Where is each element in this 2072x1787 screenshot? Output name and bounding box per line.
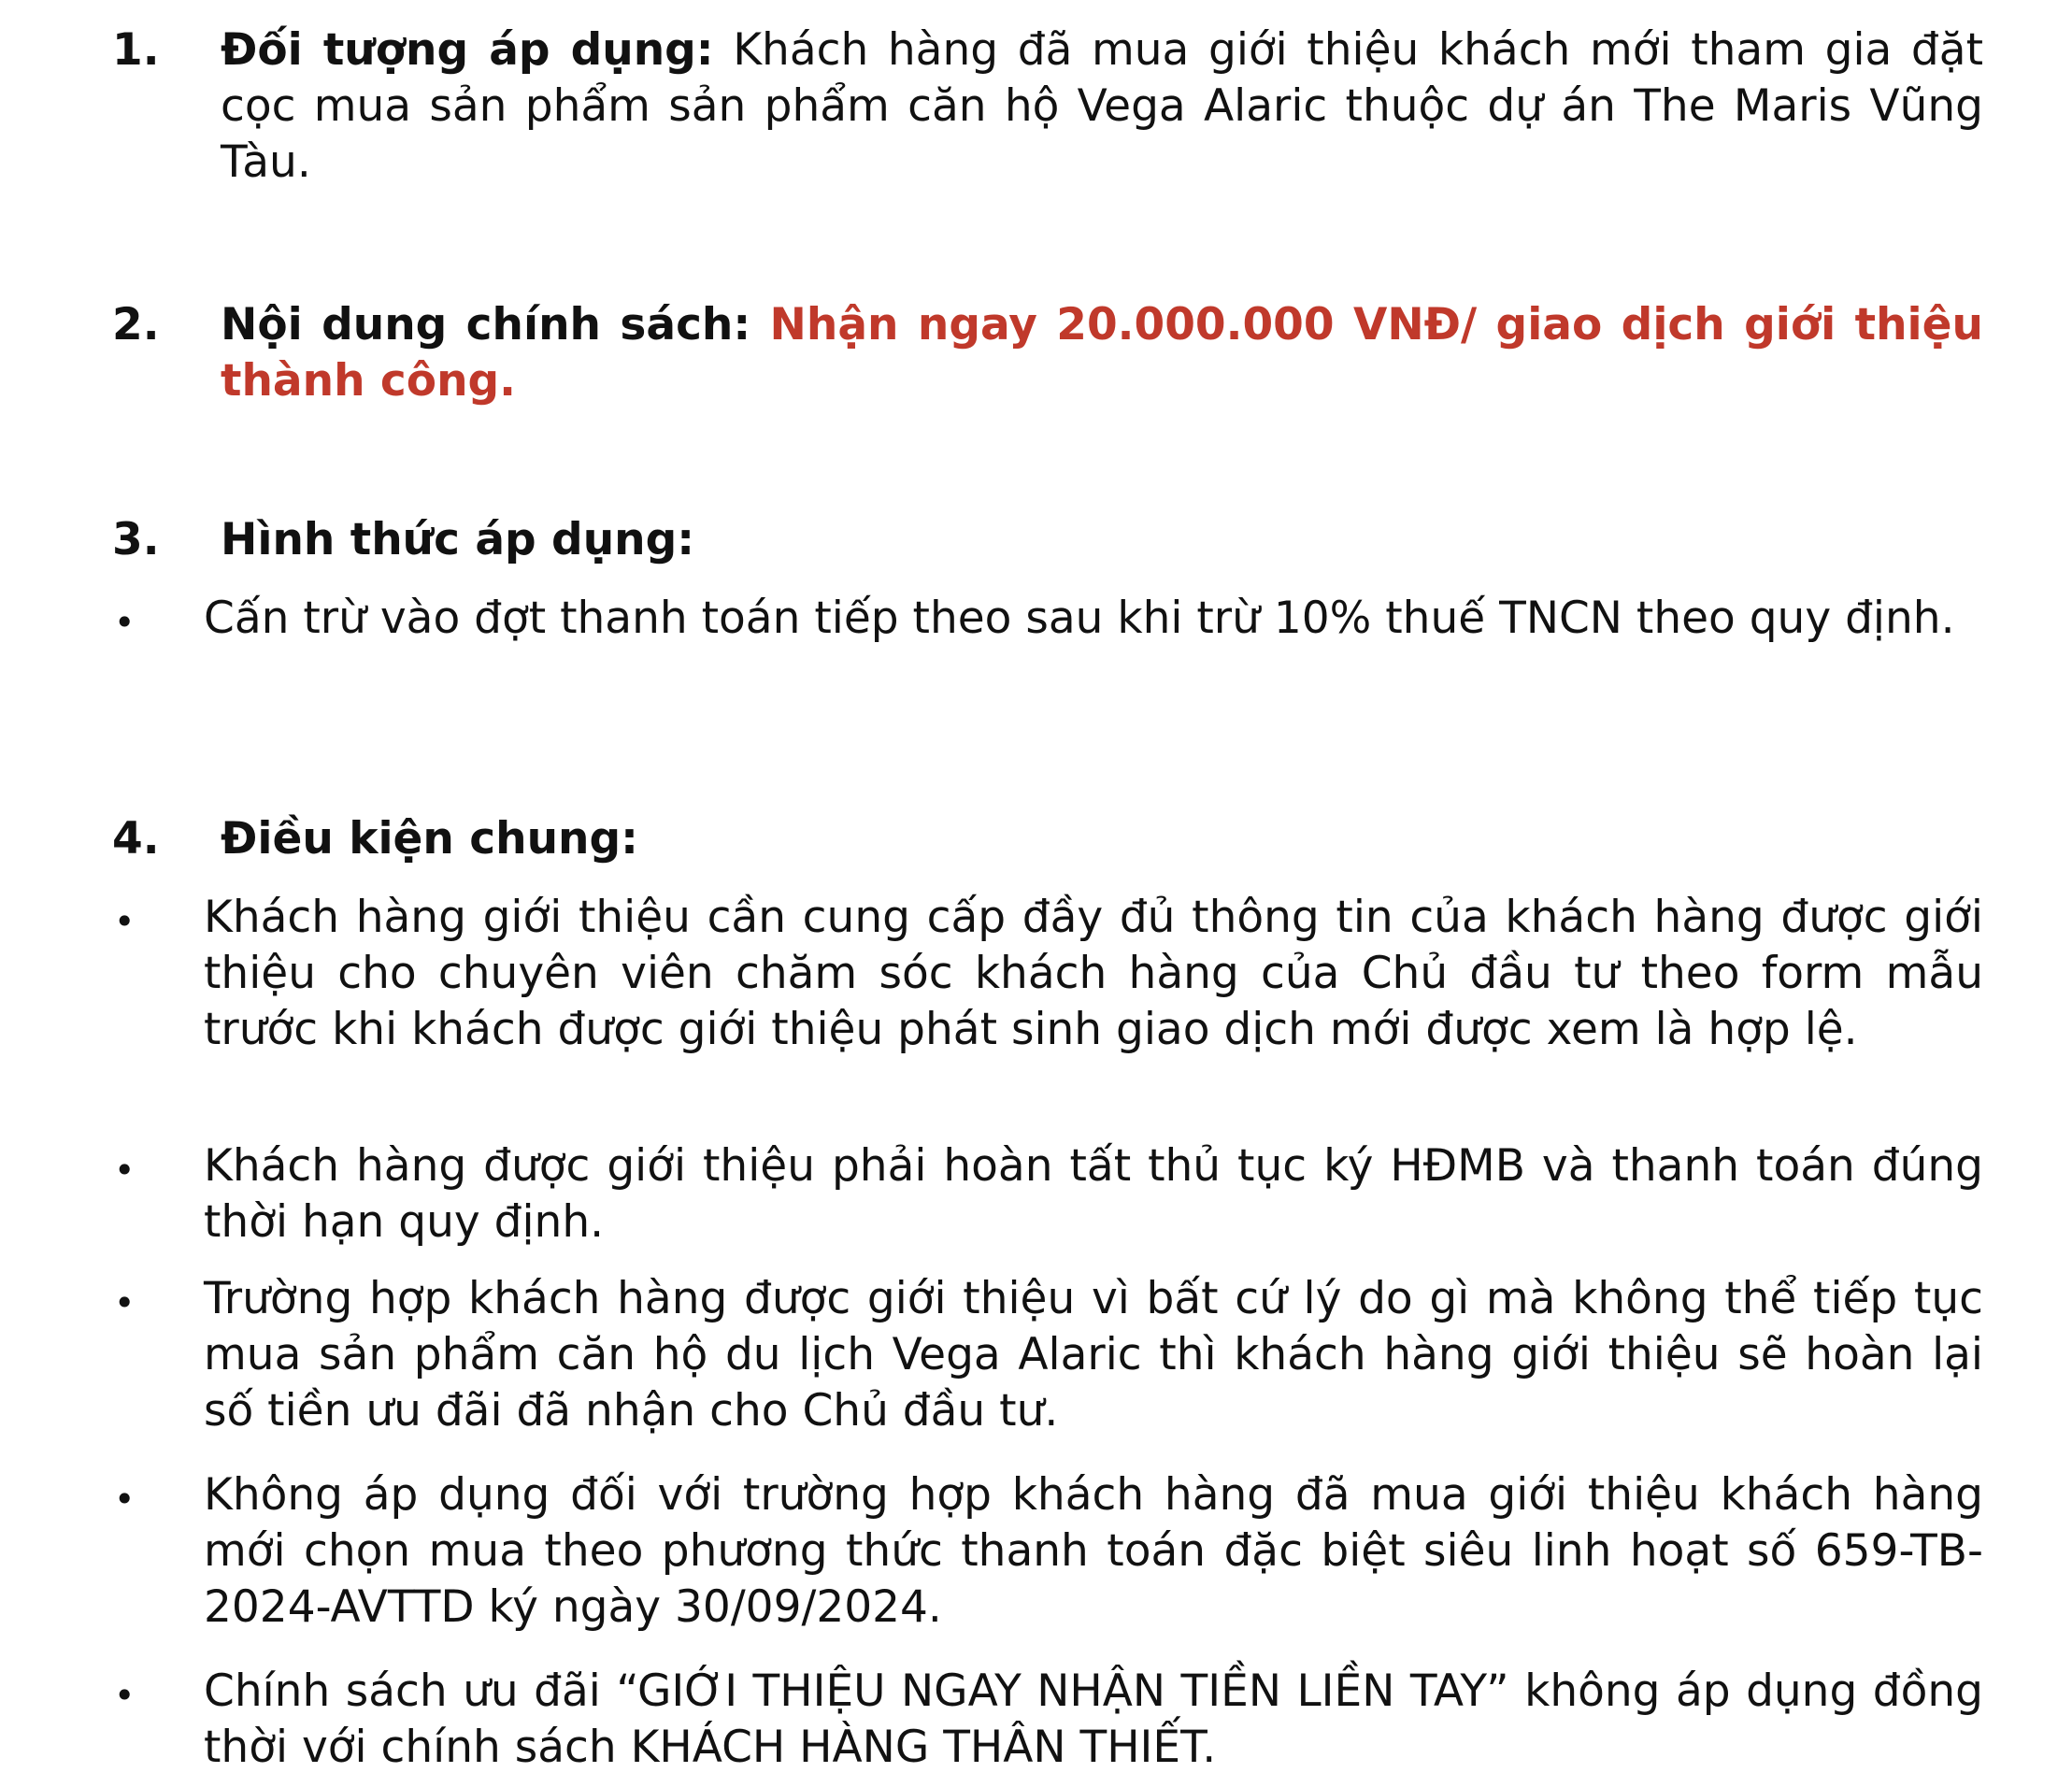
- section-4-bullet-4: Không áp dụng đối với trường hợp khách hàng đã mua giới thiệu khách hàng mới chọn mua theo phương thức thanh toán đặc biệt siêu linh hoạt số 659-TB-2024-AVTTD ký ngày 30/09/2024.: [204, 1469, 1983, 1633]
- section-2-heading: Nội dung chính sách:: [221, 299, 751, 350]
- bullet-marker: •: [114, 1479, 136, 1520]
- bullet-marker: •: [114, 602, 136, 643]
- section-1-heading: Đối tượng áp dụng:: [221, 24, 714, 76]
- bullet-marker: •: [114, 901, 136, 942]
- section-1-number: 1.: [112, 24, 160, 76]
- section-1-body: Khách hàng đã mua giới thiệu khách mới tham gia đặt cọc mua sản phẩm sản phẩm căn hộ Vega Alaric thuộc dự án The Maris Vũng Tàu.: [221, 24, 1983, 188]
- section-2-text: [221, 297, 1983, 409]
- section-4-bullet-1: Khách hàng giới thiệu cần cung cấp đầy đủ thông tin của khách hàng được giới thiệu cho chuyên viên chăm sóc khách hàng của Chủ đầu tư theo form mẫu trước khi khách được giới thiệu phát sinh giao dịch mới được xem là hợp lệ.: [204, 892, 1983, 1055]
- section-4-number: 4.: [112, 813, 160, 865]
- section-1-text: [221, 22, 1983, 191]
- bullet-marker: •: [114, 1150, 136, 1191]
- section-4-bullet-2: Khách hàng được giới thiệu phải hoàn tất thủ tục ký HĐMB và thanh toán đúng thời hạn quy định.: [204, 1140, 1983, 1248]
- bullet-marker: •: [114, 1675, 136, 1716]
- section-4-bullet-5: Chính sách ưu đãi “GIỚI THIỆU NGAY NHẬN TIỀN LIỀN TAY” không áp dụng đồng thời với chính sách KHÁCH HÀNG THÂN THIẾT.: [204, 1665, 1983, 1773]
- section-2-number: 2.: [112, 299, 160, 350]
- section-4-bullet-3: Trường hợp khách hàng được giới thiệu vì bất cứ lý do gì mà không thể tiếp tục mua sản phẩm căn hộ du lịch Vega Alaric thì khách hàng giới thiệu sẽ hoàn lại số tiền ưu đãi đã nhận cho Chủ đầu tư.: [204, 1273, 1983, 1437]
- section-3-heading: Hình thức áp dụng:: [221, 514, 695, 565]
- bullet-marker: •: [114, 1282, 136, 1323]
- section-4-heading: Điều kiện chung:: [221, 813, 638, 865]
- section-3-bullet-1: Cấn trừ vào đợt thanh toán tiếp theo sau khi trừ 10% thuế TNCN theo quy định.: [204, 593, 1955, 644]
- section-2-highlight: Nhận ngay 20.000.000 VNĐ/ giao dịch giới thiệu thành công.: [221, 299, 1983, 407]
- section-3-number: 3.: [112, 514, 160, 565]
